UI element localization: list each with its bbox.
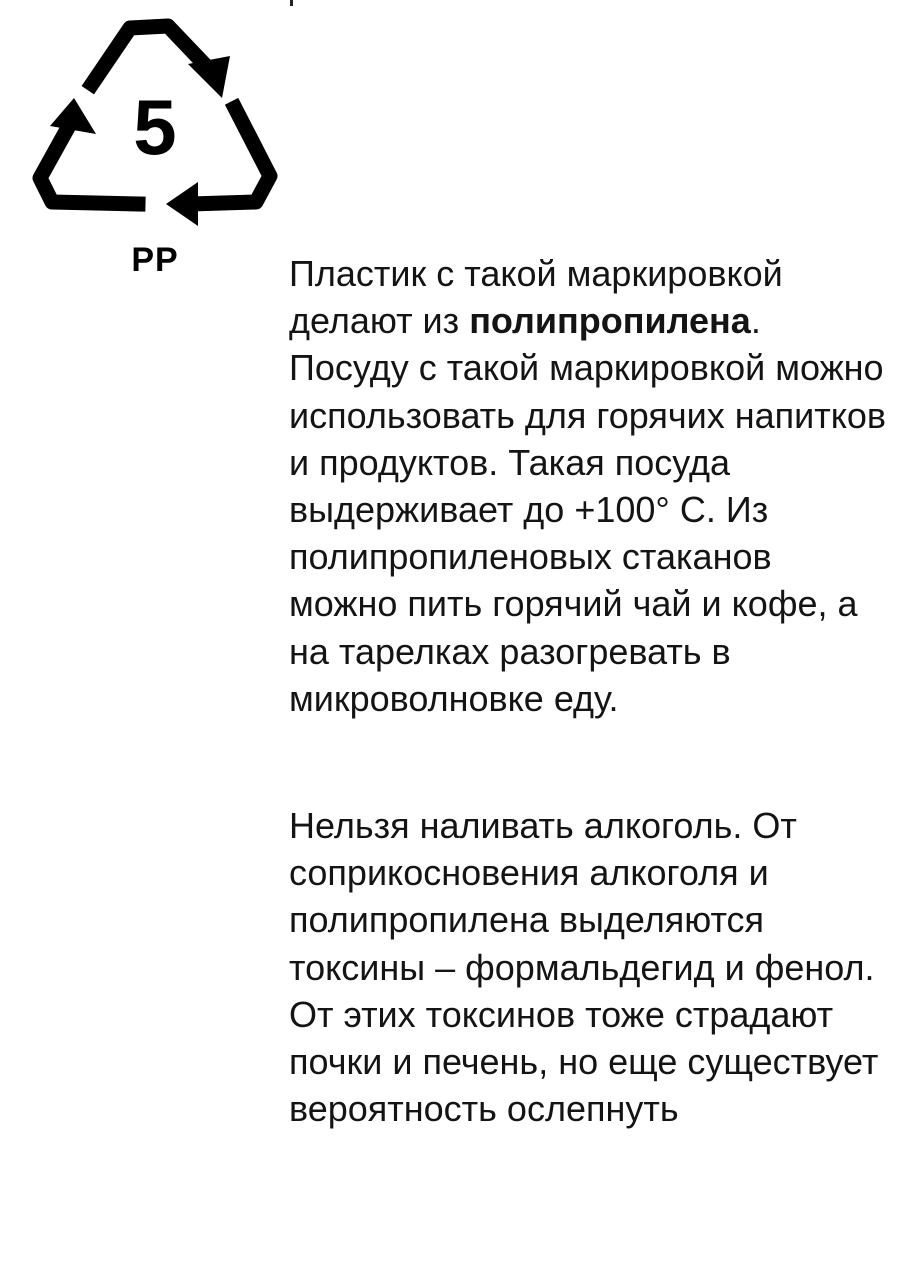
cropped-mark bbox=[290, 0, 293, 6]
article-text bbox=[289, 250, 889, 1132]
paragraph-polypropylene-use bbox=[289, 250, 889, 722]
recycling-number: 5 bbox=[133, 83, 177, 171]
paragraph-text: Пластик с такой маркировкой делают из bbox=[289, 253, 783, 342]
bold-term: полипропилена bbox=[469, 300, 751, 342]
paragraph-alcohol-warning: Нельзя наливать алкоголь. От соприкосновения алкоголя и полипропилена выделяются токсины – формальдегид и фенол. От этих токсинов тоже страдают почки и печень, но еще существует вероятность ослепнуть bbox=[289, 805, 879, 1130]
resin-code-label: PP bbox=[131, 241, 179, 279]
paragraph-text: . Посуду с такой маркировкой можно использовать для горячих напитков и продуктов. Такая посуда выдерживает до +100° С. Из полипропиленовых стаканов можно пить горячий чай и кофе, а на тарелках разогревать в микроволновке еду. bbox=[289, 300, 887, 719]
recycling-symbol bbox=[30, 6, 280, 296]
